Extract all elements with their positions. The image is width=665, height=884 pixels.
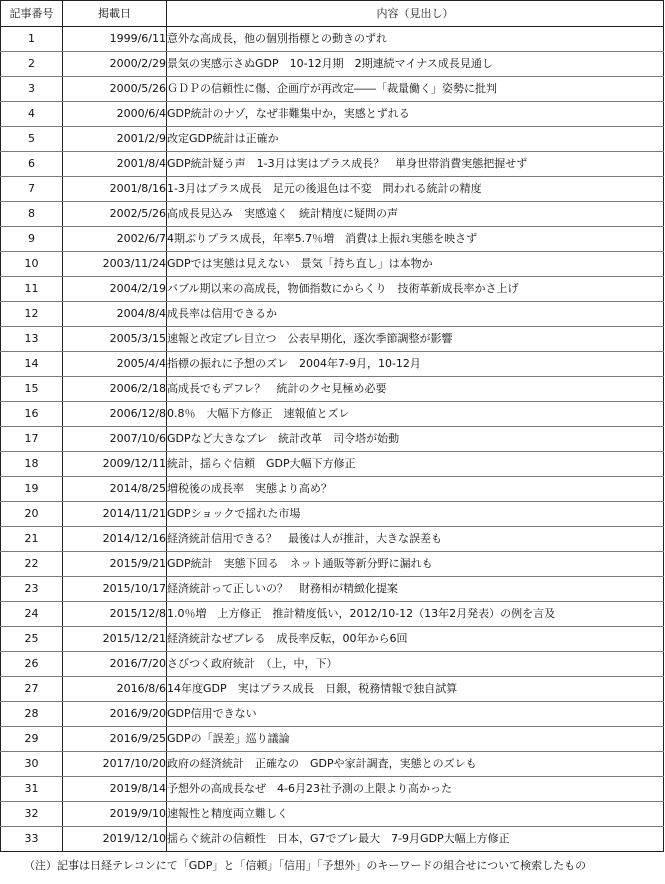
publish-date-cell: 2001/2/9 [63, 127, 167, 152]
publish-date-cell: 2015/10/17 [63, 577, 167, 602]
headline-cell: GDPなど大きなブレ 統計改革 司令塔が始動 [167, 427, 664, 452]
headline-cell: さびつく政府統計 （上，中，下） [167, 652, 664, 677]
headline-cell: 増税後の成長率 実態より高め？ [167, 477, 664, 502]
table-row [1, 152, 664, 177]
article-number-cell: 25 [1, 627, 63, 652]
headline-cell: ＧＤＰの信頼性に傷、企画庁が再改定――「裁量働く」姿勢に批判 [167, 77, 664, 102]
article-number-cell: 1 [1, 27, 63, 52]
table-row [1, 327, 664, 352]
article-number-cell: 16 [1, 402, 63, 427]
article-number-cell: 3 [1, 77, 63, 102]
article-number-cell: 19 [1, 477, 63, 502]
article-number-cell: 24 [1, 602, 63, 627]
headline-cell: 4期ぶりプラス成長，年率5.7％増 消費は上振れ実態を映さず [167, 227, 664, 252]
table-row [1, 602, 664, 627]
table-row [1, 552, 664, 577]
publish-date-cell: 2015/12/8 [63, 602, 167, 627]
table-row [1, 452, 664, 477]
publish-date-cell: 2002/5/26 [63, 202, 167, 227]
table-row [1, 27, 664, 52]
article-number-cell: 14 [1, 352, 63, 377]
publish-date-cell: 2006/2/18 [63, 377, 167, 402]
publish-date-cell: 2000/2/29 [63, 52, 167, 77]
article-number-cell: 21 [1, 527, 63, 552]
table-row [1, 202, 664, 227]
publish-date-cell: 2009/12/11 [63, 452, 167, 477]
article-number-cell: 6 [1, 152, 63, 177]
header-article-number: 記事番号 [1, 1, 63, 27]
article-number-cell: 29 [1, 727, 63, 752]
headline-cell: GDP統計のナゾ，なぜ非難集中か，実感とずれる [167, 102, 664, 127]
headline-cell: 1-3月はプラス成長 足元の後退色は不変 問われる統計の精度 [167, 177, 664, 202]
publish-date-cell: 1999/6/11 [63, 27, 167, 52]
publish-date-cell: 2003/11/24 [63, 252, 167, 277]
publish-date-cell: 2019/12/10 [63, 827, 167, 852]
article-number-cell: 2 [1, 52, 63, 77]
table-row [1, 802, 664, 827]
table-row [1, 652, 664, 677]
publish-date-cell: 2004/2/19 [63, 277, 167, 302]
table-row [1, 377, 664, 402]
article-number-cell: 12 [1, 302, 63, 327]
publish-date-cell: 2001/8/16 [63, 177, 167, 202]
publish-date-cell: 2014/8/25 [63, 477, 167, 502]
article-number-cell: 22 [1, 552, 63, 577]
headline-cell: 高成長見込み 実感遠く 統計精度に疑問の声 [167, 202, 664, 227]
table-row [1, 727, 664, 752]
table-row [1, 52, 664, 77]
article-number-cell: 30 [1, 752, 63, 777]
headline-cell: 改定GDP統計は正確か [167, 127, 664, 152]
table-row [1, 352, 664, 377]
publish-date-cell: 2014/11/21 [63, 502, 167, 527]
table-row [1, 77, 664, 102]
table-row [1, 427, 664, 452]
article-number-cell: 20 [1, 502, 63, 527]
headline-cell: GDP統計疑う声 1-3月は実はプラス成長？ 単身世帯消費実態把握せず [167, 152, 664, 177]
headline-cell: 1.0％増 上方修正 推計精度低い，2012/10-12（13年2月発表）の例を言及 [167, 602, 664, 627]
headline-cell: 統計，揺らぐ信頼 GDP大幅下方修正 [167, 452, 664, 477]
headline-cell: 景気の実感示さぬGDP 10-12月期 2期連続マイナス成長見通し [167, 52, 664, 77]
headline-cell: 速報性と精度両立難しく [167, 802, 664, 827]
article-number-cell: 32 [1, 802, 63, 827]
article-number-cell: 33 [1, 827, 63, 852]
table-row [1, 277, 664, 302]
publish-date-cell: 2002/6/7 [63, 227, 167, 252]
table-row [1, 752, 664, 777]
publish-date-cell: 2006/12/8 [63, 402, 167, 427]
publish-date-cell: 2001/8/4 [63, 152, 167, 177]
publish-date-cell: 2000/6/4 [63, 102, 167, 127]
article-number-cell: 26 [1, 652, 63, 677]
table-row [1, 502, 664, 527]
article-number-cell: 18 [1, 452, 63, 477]
article-number-cell: 17 [1, 427, 63, 452]
header-content-title: 内容（見出し） [167, 1, 664, 27]
table-row [1, 227, 664, 252]
headline-cell: 指標の振れに予想のズレ 2004年7-9月，10-12月 [167, 352, 664, 377]
headline-cell: バブル期以来の高成長，物価指数にからくり 技術革新成長率かさ上げ [167, 277, 664, 302]
table-row [1, 677, 664, 702]
publish-date-cell: 2019/8/14 [63, 777, 167, 802]
table-row [1, 252, 664, 277]
footnote: （注）記事は日経テレコンにて「GDP」と「信頼」「信用」「予想外」のキーワードの組合せについて検索したもの [24, 859, 587, 872]
article-number-cell: 15 [1, 377, 63, 402]
headline-cell: GDPショックで揺れた市場 [167, 502, 664, 527]
article-number-cell: 28 [1, 702, 63, 727]
table-row [1, 477, 664, 502]
headline-cell: 14年度GDP 実はプラス成長 日銀，税務情報で独自試算 [167, 677, 664, 702]
publish-date-cell: 2016/8/6 [63, 677, 167, 702]
headline-cell: 揺らぐ統計の信頼性 日本，G7でブレ最大 7-9月GDP大幅上方修正 [167, 827, 664, 852]
table-row [1, 827, 664, 852]
publish-date-cell: 2000/5/26 [63, 77, 167, 102]
headline-cell: 経済統計なぜブレる 成長率反転，00年から6回 [167, 627, 664, 652]
headline-cell: 経済統計信用できる？ 最後は人が推計，大きな誤差も [167, 527, 664, 552]
table-row [1, 177, 664, 202]
headline-cell: GDP統計 実態下回る ネット通販等新分野に漏れも [167, 552, 664, 577]
publish-date-cell: 2017/10/20 [63, 752, 167, 777]
publish-date-cell: 2005/4/4 [63, 352, 167, 377]
article-number-cell: 13 [1, 327, 63, 352]
headline-cell: GDPでは実態は見えない 景気「持ち直し」は本物か [167, 252, 664, 277]
table-row [1, 577, 664, 602]
headline-cell: GDPの「誤差」巡り議論 [167, 727, 664, 752]
publish-date-cell: 2005/3/15 [63, 327, 167, 352]
headline-cell: GDP信用できない [167, 702, 664, 727]
table-row [1, 127, 664, 152]
publish-date-cell: 2014/12/16 [63, 527, 167, 552]
article-number-cell: 9 [1, 227, 63, 252]
table-body [1, 27, 664, 852]
publish-date-cell: 2016/9/25 [63, 727, 167, 752]
article-number-cell: 10 [1, 252, 63, 277]
publish-date-cell: 2015/9/21 [63, 552, 167, 577]
headline-cell: 政府の経済統計 正確なの GDPや家計調査，実態とのズレも [167, 752, 664, 777]
table-row [1, 102, 664, 127]
headline-cell: 予想外の高成長なぜ 4-6月23社予測の上限より高かった [167, 777, 664, 802]
article-number-cell: 7 [1, 177, 63, 202]
article-number-cell: 5 [1, 127, 63, 152]
headline-cell: 0.8％ 大幅下方修正 速報値とズレ [167, 402, 664, 427]
publish-date-cell: 2015/12/21 [63, 627, 167, 652]
article-number-cell: 27 [1, 677, 63, 702]
publish-date-cell: 2019/9/10 [63, 802, 167, 827]
headline-cell: 高成長でもデフレ？ 統計のクセ見極め必要 [167, 377, 664, 402]
article-number-cell: 11 [1, 277, 63, 302]
article-number-cell: 8 [1, 202, 63, 227]
article-number-cell: 4 [1, 102, 63, 127]
publish-date-cell: 2004/8/4 [63, 302, 167, 327]
table-row [1, 302, 664, 327]
header-publish-date: 掲載日 [63, 1, 167, 27]
headline-cell: 経済統計って正しいの？ 財務相が精緻化提案 [167, 577, 664, 602]
table-header-row [1, 1, 664, 27]
article-number-cell: 31 [1, 777, 63, 802]
table-row [1, 402, 664, 427]
publish-date-cell: 2016/7/20 [63, 652, 167, 677]
table-row [1, 777, 664, 802]
publish-date-cell: 2016/9/20 [63, 702, 167, 727]
table-row [1, 527, 664, 552]
headline-cell: 速報と改定ブレ目立つ 公表早期化，逐次季節調整が影響 [167, 327, 664, 352]
table-row [1, 702, 664, 727]
publish-date-cell: 2007/10/6 [63, 427, 167, 452]
article-number-cell: 23 [1, 577, 63, 602]
headline-cell: 成長率は信用できるか [167, 302, 664, 327]
table-row [1, 627, 664, 652]
headline-cell: 意外な高成長，他の個別指標との動きのずれ [167, 27, 664, 52]
